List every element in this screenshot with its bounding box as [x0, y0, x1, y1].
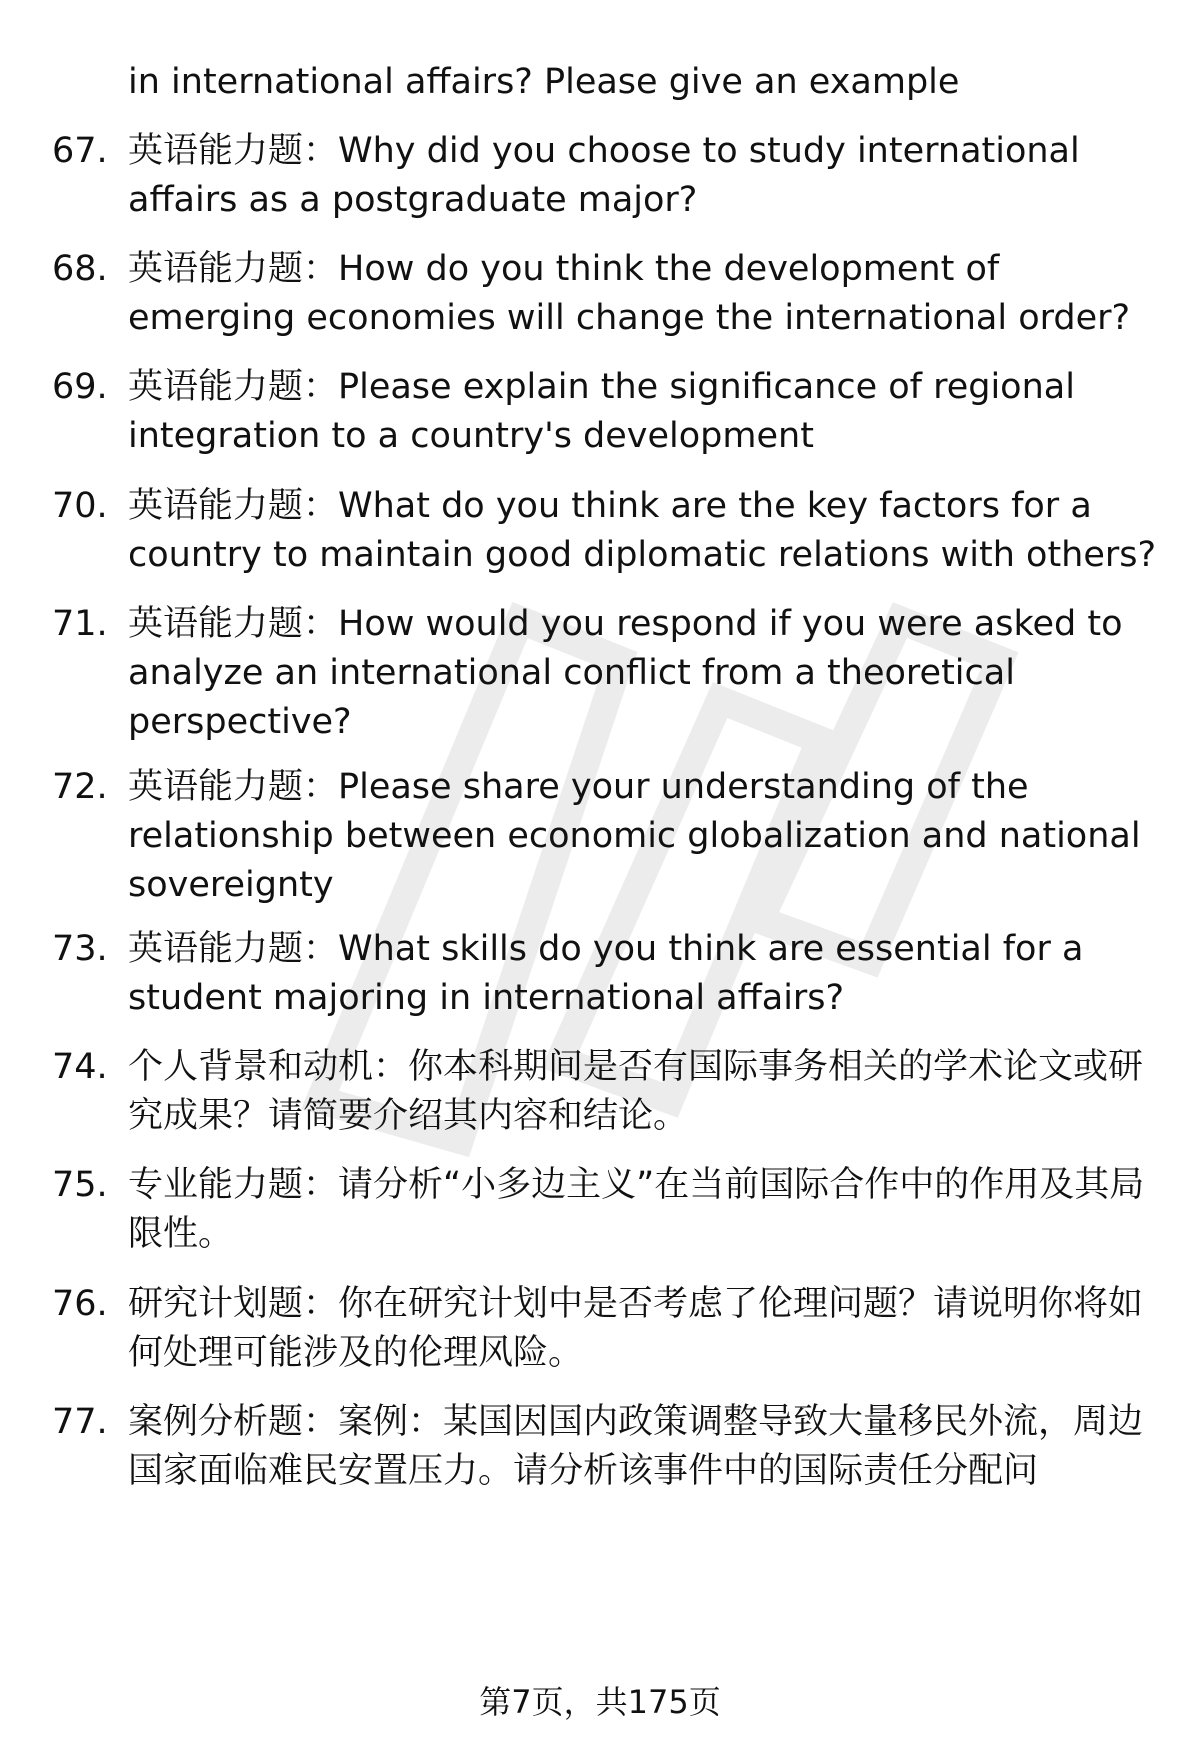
- question-number: 70.: [52, 486, 108, 526]
- question-number: 68.: [52, 249, 108, 289]
- question-text: 研究计划题：你在研究计划中是否考虑了伦理问题？请说明你将如何处理可能涉及的伦理风险。: [128, 1284, 1144, 1373]
- question-text: 英语能力题：What skills do you think are essential for a student majoring in international affairs?: [128, 929, 1084, 1018]
- continued-question-line: in international affairs? Please give an example: [128, 62, 960, 102]
- question-number: 67.: [52, 131, 108, 171]
- question-text: 英语能力题：What do you think are the key factors for a country to maintain good diplomatic relations with others?: [128, 486, 1157, 575]
- question-text: 案例分析题：案例：某国因国内政策调整导致大量移民外流，周边国家面临难民安置压力。请分析该事件中的国际责任分配问: [128, 1402, 1144, 1491]
- question-number: 77.: [52, 1402, 108, 1442]
- question-text: 英语能力题：Why did you choose to study international affairs as a postgraduate major?: [128, 131, 1080, 220]
- question-text: 英语能力题：Please explain the significance of regional integration to a country's development: [128, 367, 1075, 456]
- question-text: 英语能力题：How do you think the development of emerging economies will change the international order?: [128, 249, 1131, 338]
- question-number: 75.: [52, 1165, 108, 1205]
- question-text: 英语能力题：How would you respond if you were asked to analyze an international conflict from a theoretical perspective?: [128, 604, 1123, 742]
- page-number-footer: 第7页，共175页: [479, 1683, 721, 1721]
- question-number: 76.: [52, 1284, 108, 1324]
- question-number: 73.: [52, 929, 108, 969]
- question-number: 74.: [52, 1047, 108, 1087]
- question-text: 英语能力题：Please share your understanding of the relationship between economic globalization and national sovereignty: [128, 767, 1141, 905]
- question-number: 69.: [52, 367, 108, 407]
- question-number: 72.: [52, 767, 108, 807]
- question-number: 71.: [52, 604, 108, 644]
- question-text: 个人背景和动机：你本科期间是否有国际事务相关的学术论文或研究成果？请简要介绍其内容和结论。: [128, 1047, 1144, 1136]
- question-text: 专业能力题：请分析“小多边主义”在当前国际合作中的作用及其局限性。: [128, 1165, 1145, 1254]
